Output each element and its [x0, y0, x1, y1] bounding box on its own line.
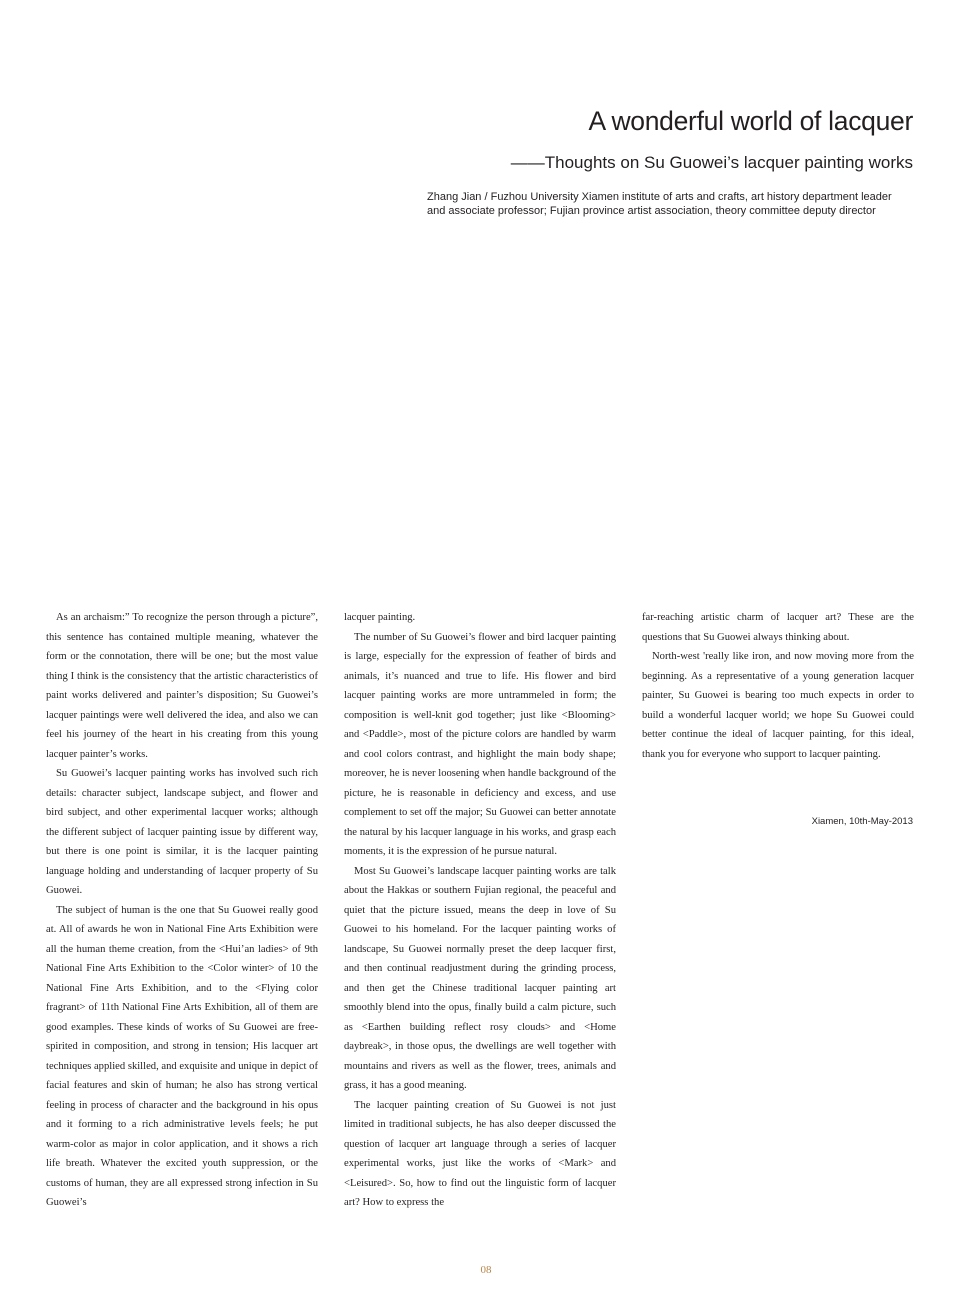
author-line-1: Zhang Jian / Fuzhou University Xiamen institute of arts and crafts, art history department leader — [427, 191, 892, 203]
paragraph: The subject of human is the one that Su Guowei really good at. All of awards he won in National Fine Arts Exhibition were all the human theme creation, from the <Hui’an ladies> of 9th National Fine Arts Exhibition to the <Color winter> of 10 the National Fine Arts Exhibition, and to the <Flying color fragrant> of 11th National Fine Arts Exhibition, all of them are good examples. These kinds of works of Su Guowei are free-spirited in composition, and strong in tension; His lacquer art techniques applied skilled, and exquisite and unique in depict of facial features and skin of human; he also has strong vertical feeling in process of character and the background in his opus and it forming to a rich administrative levels feels; he put warm-color as major in color application, and it shows a rich life breath. Whatever the excited youth suppression, or the customs of human, they are all expressed strong infection in Su Guowei’s — [46, 904, 318, 1208]
author-line-2: and associate professor; Fujian province artist association, theory committee deputy director — [427, 204, 876, 217]
paragraph: As an archaism:” To recognize the person through a picture”, this sentence has contained multiple meaning, whatever the form or the connotation, there will be one; but the most value thing I think is the consistency that the artistic characteristics of paint works delivered and painter’s disposition; Su Guowei’s lacquer paintings were well delivered the idea, and also we can feel his journey of the heart in his creating from this young lacquer painter’s works. — [46, 612, 318, 760]
page-number: 08 — [480, 1264, 492, 1276]
paragraph: Su Guowei’s lacquer painting works has involved such rich details: character subject, landscape subject, and flower and bird subject, and other experimental lacquer works; although the different subject of lacquer painting issue by different way, but there is one point is similar, it is the lacquer painting language holding and understanding of lacquer property of Su Guowei. — [46, 768, 318, 896]
paragraph: The number of Su Guowei’s flower and bird lacquer painting is large, especially for the expression of feather of birds and animals, it’s nuanced and true to life. His flower and bird lacquer painting works are more untrammeled in form; the composition is well-knit god together; just like <Blooming> and <Paddle>, most of the picture colors are handled by warm and cool colors contrast, and highlight the main body shape; moreover, he is never loosening when handle background of the picture, he is reasonable in deficiency and excess, and use complement to set off the major; Su Guowei can better annotate the natural by his lacquer language in his works, and grasp each moments, it is the expression of he pursue natural. — [344, 631, 616, 857]
place-date-signature: Xiamen, 10th-May-2013 — [811, 816, 913, 827]
paragraph: far-reaching artistic charm of lacquer art? These are the questions that Su Guowei always thinking about. — [642, 612, 914, 643]
author-byline — [427, 191, 917, 218]
text-column-3 — [642, 608, 914, 764]
article-header — [313, 104, 913, 174]
paragraph: North-west 'really like iron, and now moving more from the beginning. As a representative of a young generation lacquer painter, Su Guowei is bearing too much expects in order to build a wonderful lacquer world; we hope Su Guowei could better continue the ideal of lacquer painting, for this ideal, thank you for everyone who support to lacquer painting. — [642, 651, 914, 760]
article-title: A wonderful world of lacquer — [588, 106, 913, 136]
text-column-2 — [344, 608, 616, 1213]
paragraph: Most Su Guowei’s landscape lacquer painting works are talk about the Hakkas or southern Fujian regional, the peaceful and quiet that the picture issued, means the deep in love of Su Guowei to his homeland. For the lacquer painting works of landscape, Su Guowei normally preset the deep lacquer first, and then continual readjustment during the grinding process, and then get the Chinese traditional lacquer painting art smoothly blend into the opus, finally build a calm picture, such as <Earthen building reflect rosy clouds> and <Home daybreak>, in those opus, the dwellings are well together with mountains and rivers as well as the flower, trees, animals and grass, it has a good meaning. — [344, 865, 616, 1091]
text-column-1 — [46, 608, 318, 1213]
paragraph: The lacquer painting creation of Su Guowei is not just limited in traditional subjects, he has also deeper discussed the question of lacquer art language through a series of lacquer experimental works, just like the works of <Mark> and <Leisured>. So, how to find out the linguistic form of lacquer art? How to express the — [344, 1099, 616, 1208]
paragraph: lacquer painting. — [344, 612, 416, 623]
article-subtitle: ——Thoughts on Su Guowei’s lacquer painting works — [510, 153, 913, 172]
